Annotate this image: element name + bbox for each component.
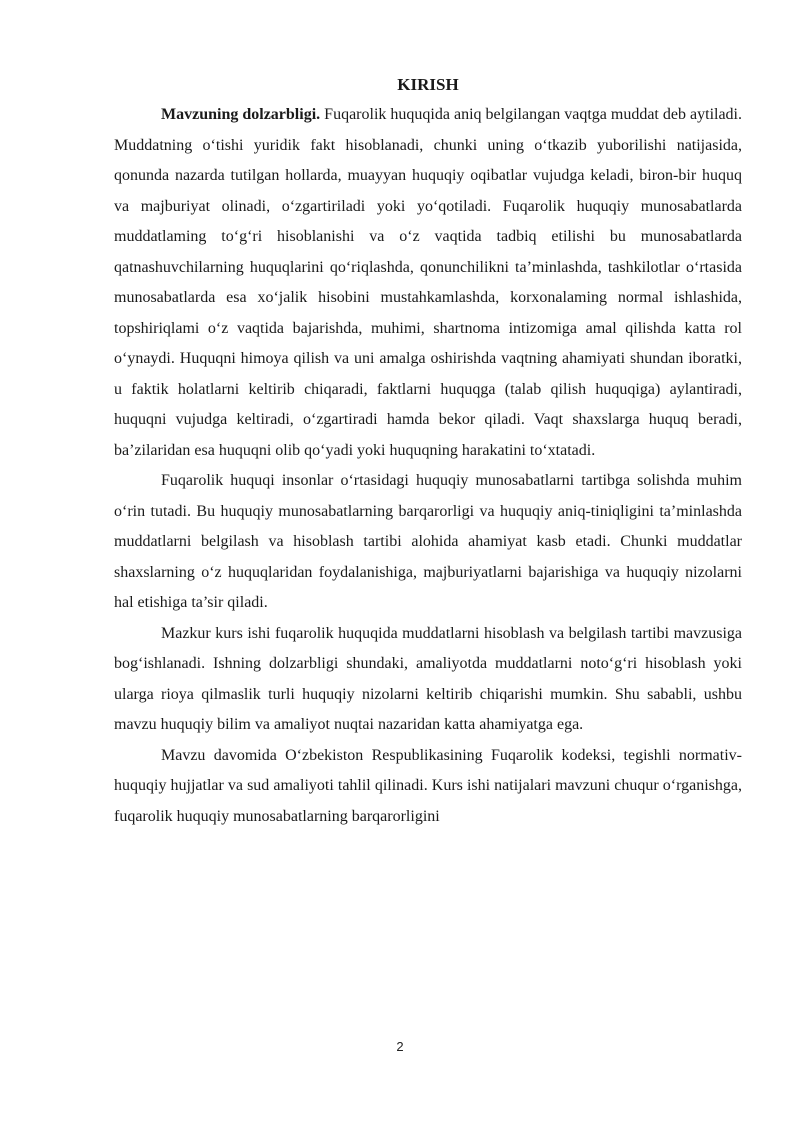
section-heading: KIRISH — [397, 75, 459, 94]
page-content — [114, 70, 742, 832]
page-number: 2 — [396, 1039, 404, 1054]
paragraph-text: Fuqarolik huquqida aniq belgilangan vaqtga muddat deb aytiladi. Muddatning o‘tishi yuridik fakt hisoblanadi, chunki uning o‘tkazib yuborilishi natijasida, qonunda nazarda tutilgan hollarda, muayyan huquqiy oqibatlar vujudga keladi, biron-bir huquq va majburiyat olinadi, o‘zgartiriladi yoki yo‘qotiladi. Fuqarolik huquqiy munosabatlarda muddatlaming to‘g‘ri hisoblanishi va o‘z vaqtida tadbiq etilishi bu munosabatlarda qatnashuvchilarning huquqlarini qo‘riqlashda, qonunchilikni ta’minlashda, tashkilotlar o‘rtasida munosabatlarda esa xo‘jalik hisobini mustahkamlashda, korxonalaming normal ishlashida, topshiriqlami o‘z vaqtida bajarishda, muhimi, shartnoma intizomiga amal qilishda katta rol o‘ynaydi. Huquqni himoya qilish va uni amalga oshirishda vaqtning ahamiyati shundan iboratki, u faktik holatlarni keltirib chiqaradi, faktlarni huquqga (talab qilish huquqiga) aylantiradi, huquqni vujudga keltiradi, o‘zgartiradi hamda bekor qiladi. Vaqt shaxslarga huquq beradi, ba’zilaridan esa huquqni olib qo‘yadi yoki huquqning harakatini to‘xtatadi. — [114, 106, 743, 459]
paragraph-lead: Mavzuning dolzarbligi. — [161, 106, 321, 123]
paragraph-course-work: Mazkur kurs ishi fuqarolik huquqida muddatlarni hisoblash va belgilash tartibi mavzusiga bog‘ishlanadi. Ishning dolzarbligi shundaki, amaliyotda muddatlarni noto‘g‘ri hisoblash yoki ularga rioya qilmaslik turli huquqiy nizolarni keltirib chiqarishi mumkin. Shu sababli, ushbu mavzu huquqiy bilim va amaliyot nuqtai nazaridan katta ahamiyatga ega. — [114, 624, 742, 733]
paragraph-civil-law: Fuqarolik huquqi insonlar o‘rtasidagi huquqiy munosabatlarni tartibga solishda muhim o‘rin tutadi. Bu huquqiy munosabatlarning barqarorligi va huquqiy aniq-tiniqligini ta’minlashda muddatlarni belgilash va hisoblash tartibi alohida ahamiyat kasb etadi. Chunki muddatlar shaxslarning o‘z huquqlaridan foydalanishiga, majburiyatlarni bajarishiga va huquqiy nizolarni hal etishiga ta’sir qiladi. — [114, 472, 742, 611]
paragraph-scope: Mavzu davomida O‘zbekiston Respublikasining Fuqarolik kodeksi, tegishli normativ-huquqiy hujjatlar va sud amaliyoti tahlil qilinadi. Kurs ishi natijalari mavzuni chuqur o‘rganishga, fuqarolik huquqiy munosabatlarning barqarorligini — [114, 746, 742, 825]
paragraph-relevance — [114, 100, 742, 466]
